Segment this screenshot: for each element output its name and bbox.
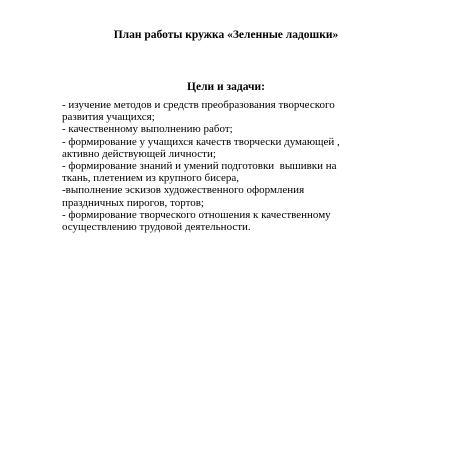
goals-list	[62, 99, 422, 233]
goals-list-line: - изучение методов и средств преобразования творческого	[62, 99, 335, 111]
goals-list-line: - качественному выполнению работ;	[62, 123, 233, 136]
goals-list-line: праздничных пирогов, тортов;	[62, 196, 204, 209]
goals-list-line: - формирование творческого отношения к качественному	[62, 208, 331, 221]
goals-list-line: - формирование знаний и умений подготовки вышивки на	[62, 160, 337, 173]
goals-list-line: развития учащихся;	[62, 111, 155, 124]
document-title: План работы кружка «Зеленные ладошки»	[113, 29, 339, 41]
goals-list-line: осуществлению трудовой деятельности.	[62, 221, 251, 234]
goals-list-line: -выполнение эскизов художественного оформления	[62, 184, 305, 197]
section-heading-goals: Цели и задачи:	[187, 81, 265, 93]
goals-list-line: - формирование у учащихся качеств творчески думающей ,	[62, 135, 340, 148]
goals-list-line: ткань, плетением из крупного бисера,	[62, 172, 240, 185]
goals-list-line: активно действующей личности;	[62, 147, 216, 160]
